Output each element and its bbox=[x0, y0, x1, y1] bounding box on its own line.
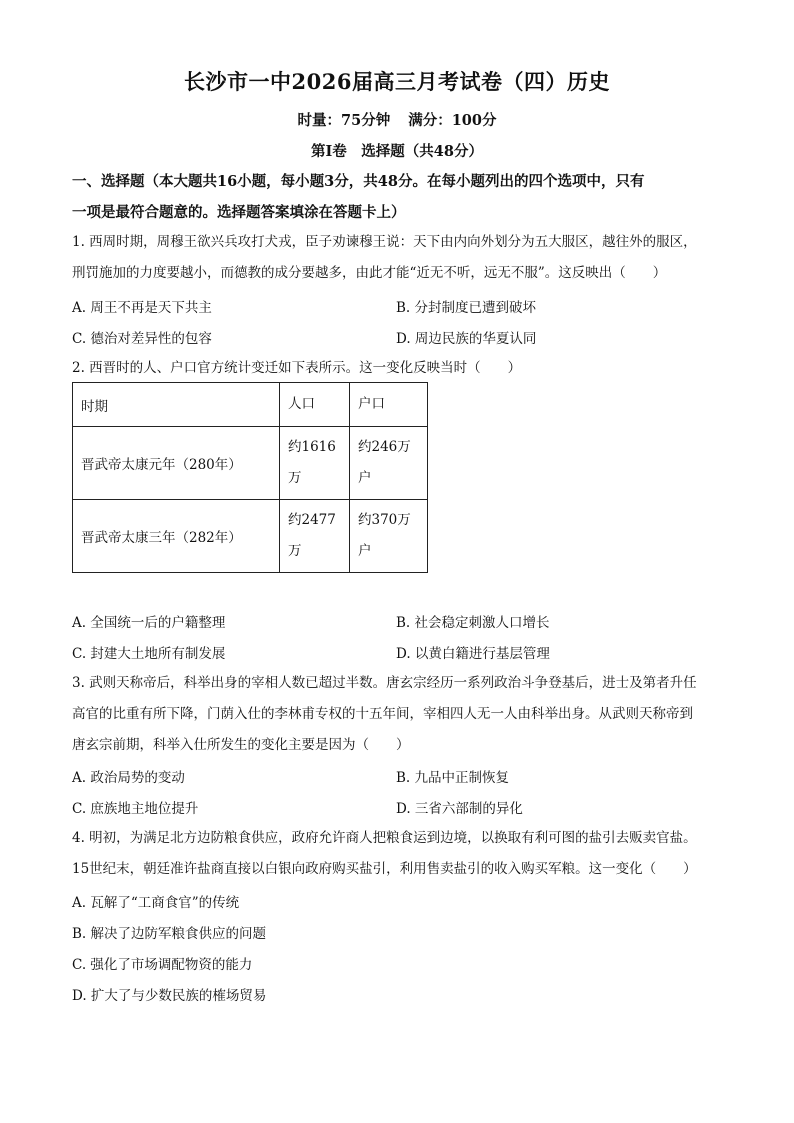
cell-households-unit: 户 bbox=[358, 470, 372, 486]
part-heading: 第Ⅰ卷 选择题（共48分） bbox=[311, 143, 483, 160]
q2-stem: 2. 西晋时的人、户口官方统计变迁如下表所示。这一变化反映当时（ ） bbox=[72, 360, 522, 376]
q2-option-a: A. 全国统一后的户籍整理 bbox=[72, 615, 226, 631]
population-table bbox=[72, 382, 428, 573]
header-population: 人口 bbox=[280, 383, 350, 427]
cell-households bbox=[350, 427, 428, 500]
q4-option-c: C. 强化了市场调配物资的能力 bbox=[72, 957, 253, 973]
q2-option-c: C. 封建大土地所有制发展 bbox=[72, 646, 226, 662]
q4-option-d: D. 扩大了与少数民族的榷场贸易 bbox=[72, 988, 267, 1004]
cell-households-unit: 户 bbox=[358, 543, 372, 559]
cell-population-value: 约1616 bbox=[288, 439, 336, 455]
header-households: 户口 bbox=[350, 383, 428, 427]
cell-period: 晋武帝太康元年（280年） bbox=[73, 427, 280, 500]
header-period: 时期 bbox=[73, 383, 280, 427]
exam-meta bbox=[0, 109, 794, 130]
q1-stem-line-1: 1. 西周时期，周穆王欲兴兵攻打犬戎，臣子劝谏穆王说：天下由内向外划分为五大服区，越往外的服区， bbox=[72, 234, 697, 250]
exam-title: 长沙市一中2026届高三月考试卷（四）历史 bbox=[184, 69, 610, 94]
q3-option-a: A. 政治局势的变动 bbox=[72, 770, 185, 786]
q3-stem-line-2: 高官的比重有所下降，门荫入仕的李林甫专权的十五年间，宰相四人无一人由科举出身。从武则天称帝到 bbox=[72, 706, 693, 722]
cell-population bbox=[280, 500, 350, 573]
cell-population-unit: 万 bbox=[288, 543, 302, 559]
q1-option-d: D. 周边民族的华夏认同 bbox=[396, 331, 537, 347]
time-limit: 时量：75分钟 bbox=[297, 112, 391, 129]
q1-stem-line-2: 刑罚施加的力度要越小，而德教的成分要越多，由此才能“近无不听，远无不服”。这反映出（ ） bbox=[72, 265, 667, 281]
section-instructions-line-1: 一、选择题（本大题共16小题，每小题3分，共48分。在每小题列出的四个选项中，只有 bbox=[72, 173, 645, 190]
q3-option-c: C. 庶族地主地位提升 bbox=[72, 801, 199, 817]
q1-option-a: A. 周王不再是天下共主 bbox=[72, 300, 212, 316]
table-header-row bbox=[73, 383, 428, 427]
cell-period: 晋武帝太康三年（282年） bbox=[73, 500, 280, 573]
cell-households bbox=[350, 500, 428, 573]
q3-stem-line-1: 3. 武则天称帝后，科举出身的宰相人数已超过半数。唐玄宗经历一系列政治斗争登基后，进士及第者升任 bbox=[72, 675, 697, 691]
table-row bbox=[73, 500, 428, 573]
cell-population-unit: 万 bbox=[288, 470, 302, 486]
q4-stem-line-1: 4. 明初，为满足北方边防粮食供应，政府允许商人把粮食运到边境，以换取有利可图的盐引去贩卖官盐。 bbox=[72, 830, 697, 846]
full-score: 满分：100分 bbox=[408, 112, 497, 129]
cell-population bbox=[280, 427, 350, 500]
table-row bbox=[73, 427, 428, 500]
q4-stem-line-2: 15世纪末，朝廷准许盐商直接以白银向政府购买盐引，利用售卖盐引的收入购买军粮。这一变化（ ） bbox=[72, 861, 697, 877]
q4-option-b: B. 解决了边防军粮食供应的问题 bbox=[72, 926, 267, 942]
cell-population-value: 约2477 bbox=[288, 512, 336, 528]
cell-households-value: 约246万 bbox=[358, 439, 411, 455]
q1-option-c: C. 德治对差异性的包容 bbox=[72, 331, 212, 347]
q3-option-d: D. 三省六部制的异化 bbox=[396, 801, 523, 817]
cell-households-value: 约370万 bbox=[358, 512, 411, 528]
q1-option-b: B. 分封制度已遭到破坏 bbox=[396, 300, 537, 316]
section-instructions-line-2: 一项是最符合题意的。选择题答案填涂在答题卡上） bbox=[72, 204, 406, 221]
q3-stem-line-3: 唐玄宗前期，科举入仕所发生的变化主要是因为（ ） bbox=[72, 737, 410, 753]
q2-option-d: D. 以黄白籍进行基层管理 bbox=[396, 646, 550, 662]
q4-option-a: A. 瓦解了“工商食官”的传统 bbox=[72, 895, 240, 911]
q3-option-b: B. 九品中正制恢复 bbox=[396, 770, 510, 786]
q2-option-b: B. 社会稳定刺激人口增长 bbox=[396, 615, 550, 631]
